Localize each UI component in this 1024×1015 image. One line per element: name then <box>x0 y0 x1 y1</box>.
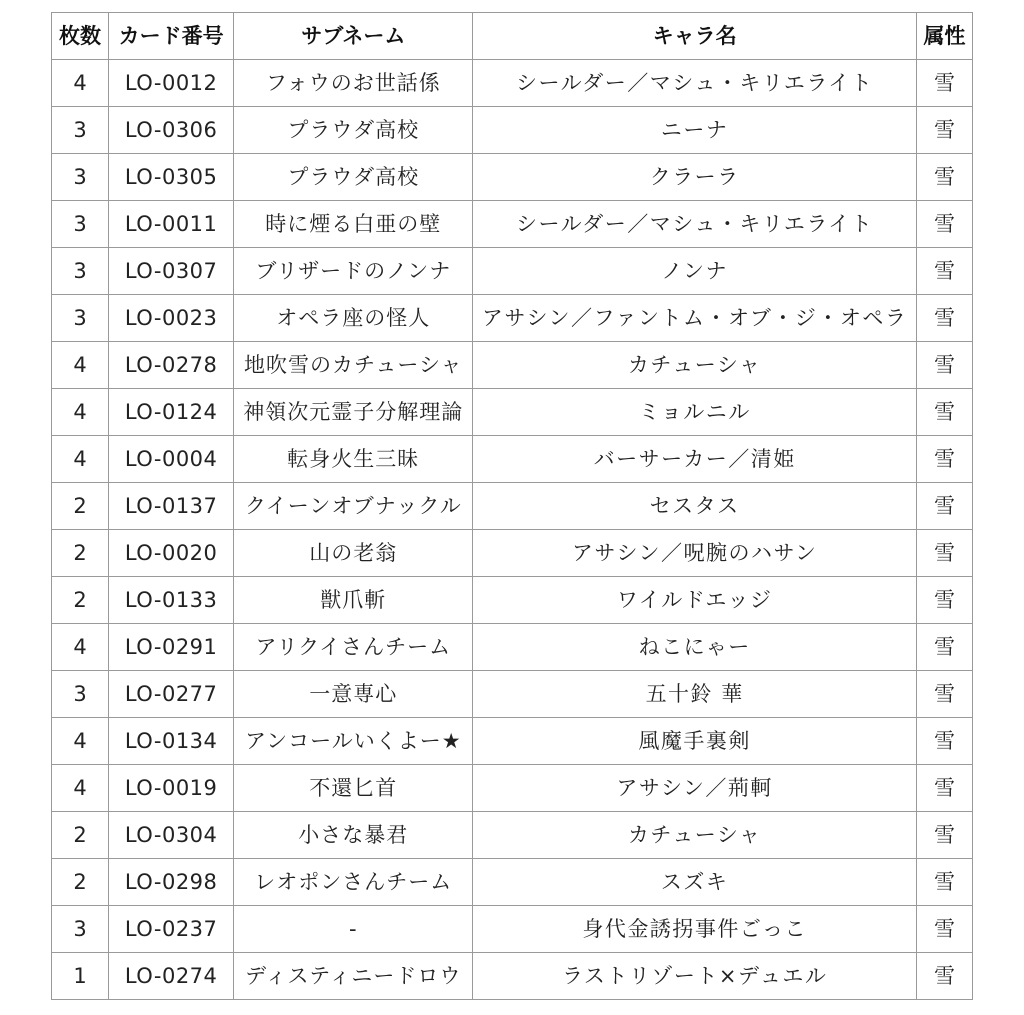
cell-character-name: 身代金誘拐事件ごっこ <box>473 906 916 953</box>
cell-card-number: LO-0277 <box>109 671 234 718</box>
cell-attribute: 雪 <box>917 389 973 436</box>
cell-character-name: スズキ <box>473 859 916 906</box>
table-row <box>52 906 973 953</box>
cell-character-name: アサシン／ファントム・オブ・ジ・オペラ <box>473 295 916 342</box>
table-row <box>52 624 973 671</box>
cell-card-number: LO-0305 <box>109 154 234 201</box>
cell-attribute: 雪 <box>917 248 973 295</box>
header-attribute: 属性 <box>917 13 973 60</box>
cell-attribute: 雪 <box>917 201 973 248</box>
cell-card-number: LO-0004 <box>109 436 234 483</box>
cell-character-name: セスタス <box>473 483 916 530</box>
cell-count: 4 <box>52 436 109 483</box>
cell-subname: フォウのお世話係 <box>234 60 473 107</box>
table-row <box>52 953 973 1000</box>
cell-character-name: ねこにゃー <box>473 624 916 671</box>
cell-character-name: ノンナ <box>473 248 916 295</box>
cell-attribute: 雪 <box>917 577 973 624</box>
cell-character-name: ワイルドエッジ <box>473 577 916 624</box>
cell-subname: アンコールいくよー★ <box>234 718 473 765</box>
cell-card-number: LO-0137 <box>109 483 234 530</box>
cell-attribute: 雪 <box>917 436 973 483</box>
header-card-number: カード番号 <box>109 13 234 60</box>
cell-card-number: LO-0298 <box>109 859 234 906</box>
cell-character-name: アサシン／荊軻 <box>473 765 916 812</box>
header-count: 枚数 <box>52 13 109 60</box>
cell-card-number: LO-0124 <box>109 389 234 436</box>
cell-attribute: 雪 <box>917 295 973 342</box>
cell-card-number: LO-0237 <box>109 906 234 953</box>
cell-character-name: アサシン／呪腕のハサン <box>473 530 916 577</box>
cell-attribute: 雪 <box>917 60 973 107</box>
deck-list-table <box>51 12 973 1000</box>
cell-subname: 不還匕首 <box>234 765 473 812</box>
table-row <box>52 60 973 107</box>
cell-subname: - <box>234 906 473 953</box>
cell-card-number: LO-0023 <box>109 295 234 342</box>
cell-card-number: LO-0291 <box>109 624 234 671</box>
cell-card-number: LO-0278 <box>109 342 234 389</box>
cell-attribute: 雪 <box>917 859 973 906</box>
cell-count: 3 <box>52 906 109 953</box>
cell-count: 2 <box>52 859 109 906</box>
table-row <box>52 718 973 765</box>
table-row <box>52 483 973 530</box>
cell-count: 3 <box>52 107 109 154</box>
cell-character-name: ラストリゾート×デュエル <box>473 953 916 1000</box>
cell-attribute: 雪 <box>917 107 973 154</box>
table-row <box>52 389 973 436</box>
cell-character-name: バーサーカー／清姫 <box>473 436 916 483</box>
cell-attribute: 雪 <box>917 154 973 201</box>
cell-attribute: 雪 <box>917 530 973 577</box>
cell-subname: 小さな暴君 <box>234 812 473 859</box>
cell-card-number: LO-0020 <box>109 530 234 577</box>
cell-card-number: LO-0306 <box>109 107 234 154</box>
cell-character-name: カチューシャ <box>473 812 916 859</box>
cell-count: 4 <box>52 765 109 812</box>
cell-count: 4 <box>52 342 109 389</box>
cell-attribute: 雪 <box>917 342 973 389</box>
cell-character-name: シールダー／マシュ・キリエライト <box>473 201 916 248</box>
header-subname: サブネーム <box>234 13 473 60</box>
cell-count: 3 <box>52 201 109 248</box>
cell-card-number: LO-0133 <box>109 577 234 624</box>
cell-card-number: LO-0274 <box>109 953 234 1000</box>
cell-subname: クイーンオブナックル <box>234 483 473 530</box>
cell-subname: 時に煙る白亜の壁 <box>234 201 473 248</box>
cell-subname: ディスティニードロウ <box>234 953 473 1000</box>
header-character-name: キャラ名 <box>473 13 916 60</box>
header-row <box>52 13 973 60</box>
cell-subname: 一意専心 <box>234 671 473 718</box>
cell-attribute: 雪 <box>917 765 973 812</box>
cell-card-number: LO-0011 <box>109 201 234 248</box>
cell-card-number: LO-0012 <box>109 60 234 107</box>
cell-subname: 神領次元霊子分解理論 <box>234 389 473 436</box>
cell-attribute: 雪 <box>917 953 973 1000</box>
table-body <box>52 60 973 1000</box>
cell-count: 1 <box>52 953 109 1000</box>
cell-card-number: LO-0304 <box>109 812 234 859</box>
cell-attribute: 雪 <box>917 812 973 859</box>
cell-subname: ブリザードのノンナ <box>234 248 473 295</box>
cell-subname: オペラ座の怪人 <box>234 295 473 342</box>
cell-attribute: 雪 <box>917 483 973 530</box>
cell-count: 4 <box>52 60 109 107</box>
cell-subname: レオポンさんチーム <box>234 859 473 906</box>
cell-count: 3 <box>52 154 109 201</box>
table-row <box>52 812 973 859</box>
table-row <box>52 577 973 624</box>
table-row <box>52 201 973 248</box>
table-row <box>52 859 973 906</box>
cell-card-number: LO-0307 <box>109 248 234 295</box>
cell-character-name: 五十鈴 華 <box>473 671 916 718</box>
cell-subname: 転身火生三昧 <box>234 436 473 483</box>
cell-subname: 獣爪斬 <box>234 577 473 624</box>
cell-character-name: ミョルニル <box>473 389 916 436</box>
table-row <box>52 671 973 718</box>
table-row <box>52 530 973 577</box>
cell-attribute: 雪 <box>917 624 973 671</box>
cell-attribute: 雪 <box>917 906 973 953</box>
cell-subname: プラウダ高校 <box>234 107 473 154</box>
cell-count: 4 <box>52 718 109 765</box>
cell-subname: 地吹雪のカチューシャ <box>234 342 473 389</box>
cell-character-name: ニーナ <box>473 107 916 154</box>
cell-subname: プラウダ高校 <box>234 154 473 201</box>
cell-count: 2 <box>52 812 109 859</box>
cell-count: 2 <box>52 483 109 530</box>
table-row <box>52 295 973 342</box>
cell-count: 4 <box>52 389 109 436</box>
cell-count: 3 <box>52 248 109 295</box>
cell-character-name: クラーラ <box>473 154 916 201</box>
cell-subname: 山の老翁 <box>234 530 473 577</box>
cell-count: 2 <box>52 577 109 624</box>
cell-attribute: 雪 <box>917 671 973 718</box>
cell-card-number: LO-0019 <box>109 765 234 812</box>
table-header <box>52 13 973 60</box>
cell-subname: アリクイさんチーム <box>234 624 473 671</box>
cell-character-name: カチューシャ <box>473 342 916 389</box>
table-row <box>52 765 973 812</box>
cell-attribute: 雪 <box>917 718 973 765</box>
cell-count: 2 <box>52 530 109 577</box>
table-row <box>52 107 973 154</box>
cell-count: 4 <box>52 624 109 671</box>
table-row <box>52 342 973 389</box>
table-row <box>52 248 973 295</box>
cell-card-number: LO-0134 <box>109 718 234 765</box>
table-row <box>52 154 973 201</box>
cell-count: 3 <box>52 671 109 718</box>
cell-character-name: 風魔手裏剣 <box>473 718 916 765</box>
cell-count: 3 <box>52 295 109 342</box>
cell-character-name: シールダー／マシュ・キリエライト <box>473 60 916 107</box>
table-row <box>52 436 973 483</box>
